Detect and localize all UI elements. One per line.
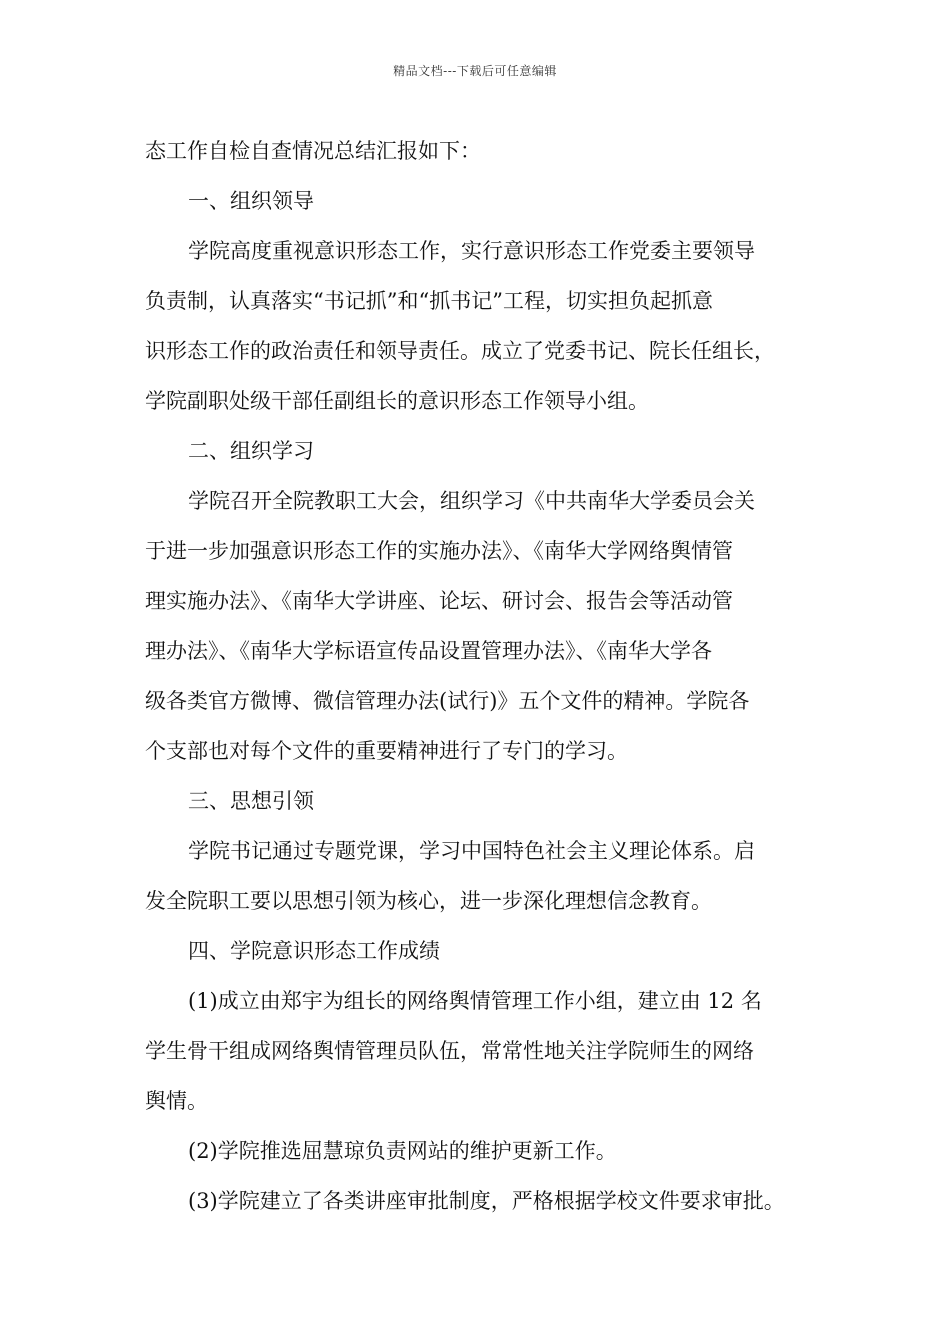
section-heading: 一、组织领导 [188,189,314,213]
text-line: 个支部也对每个文件的重要精神进行了专门的学习。 [145,739,628,763]
section-heading: 二、组织学习 [188,439,314,463]
section-heading: 四、学院意识形态工作成绩 [188,939,440,963]
page-header: 精品文档---下载后可任意编辑 [393,64,557,78]
text-line: 级各类官方微博、微信管理办法(试行)》五个文件的精神。学院各 [145,689,750,713]
text-line: 理办法》、《南华大学标语宣传品设置管理办法》、《南华大学各 [145,639,712,663]
text-line: 态工作自检自查情况总结汇报如下： [145,139,481,163]
text-line: 识形态工作的政治责任和领导责任。成立了党委书记、院长任组长， [145,339,775,363]
text-line: 负责制，认真落实“书记抓”和“抓书记”工程，切实担负起抓意 [145,289,713,313]
text-line: (3)学院建立了各类讲座审批制度，严格根据学校文件要求审批。 [188,1189,785,1213]
text-line: 发全院职工要以思想引领为核心，进一步深化理想信念教育。 [145,889,712,913]
text-line: (2)学院推选屈慧琼负责网站的维护更新工作。 [188,1139,617,1163]
text-line: 学院书记通过专题党课，学习中国特色社会主义理论体系。启 [188,839,755,863]
text-line: 舆情。 [145,1089,208,1113]
text-line: 学院高度重视意识形态工作，实行意识形态工作党委主要领导 [188,239,755,263]
text-line: 于进一步加强意识形态工作的实施办法》、《南华大学网络舆情管 [145,539,733,563]
text-line: 学生骨干组成网络舆情管理员队伍，常常性地关注学院师生的网络 [145,1039,754,1063]
text-line: 学院副职处级干部任副组长的意识形态工作领导小组。 [145,389,649,413]
text-line: 理实施办法》、《南华大学讲座、论坛、研讨会、报告会等活动管 [145,589,733,613]
text-line: (1)成立由郑宇为组长的网络舆情管理工作小组，建立由 12 名 [188,989,762,1013]
section-heading: 三、思想引领 [188,789,314,813]
text-line: 学院召开全院教职工大会，组织学习《中共南华大学委员会关 [188,489,755,513]
